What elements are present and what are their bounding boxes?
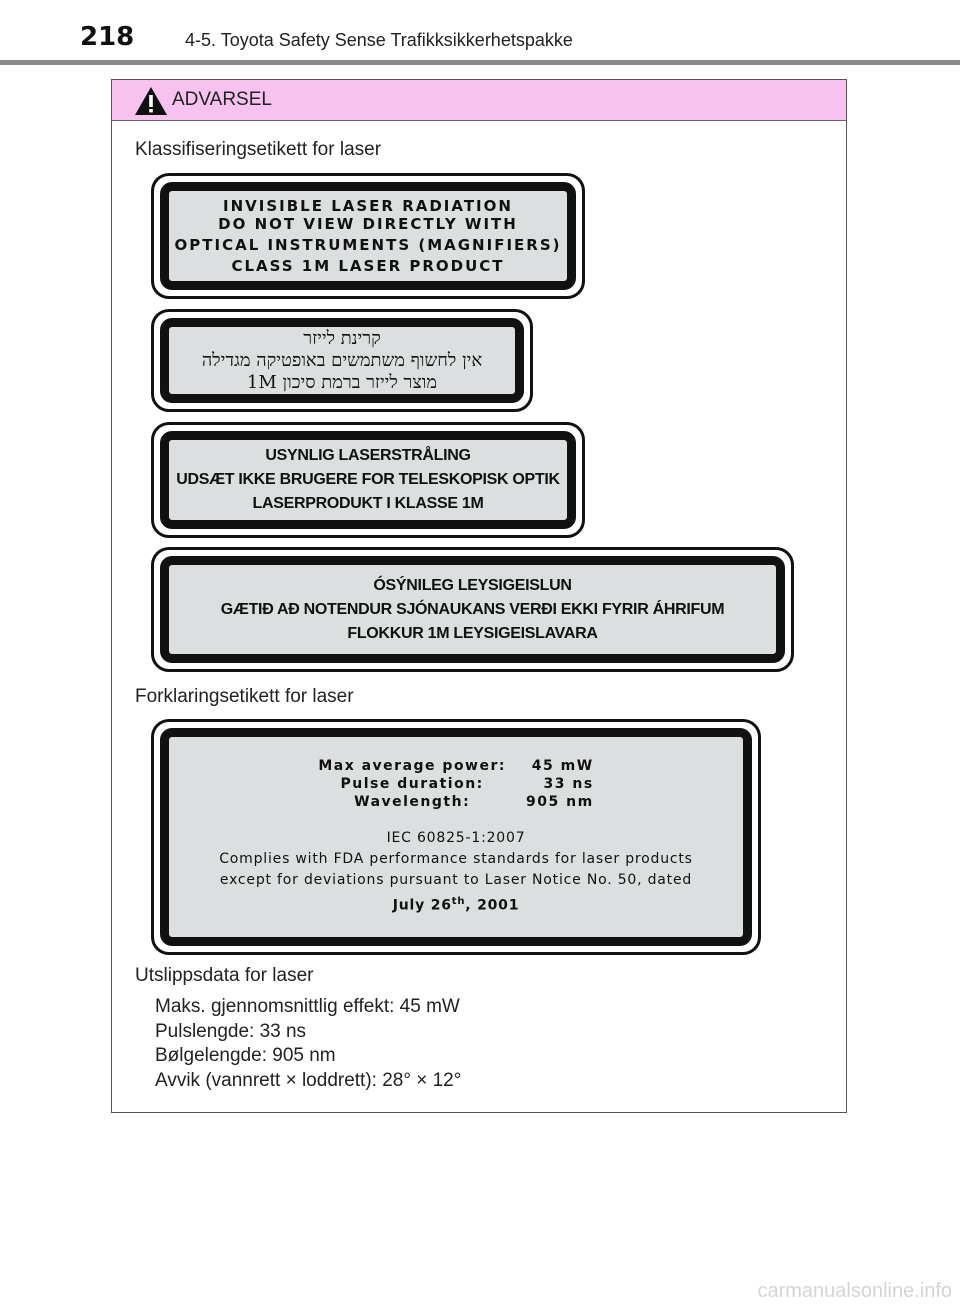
- spec-name: Pulse duration:: [340, 775, 484, 792]
- list-item: Bølgelengde: 905 nm: [155, 1045, 336, 1066]
- watermark: carmanualsonline.info: [757, 1280, 952, 1302]
- label-line: מוצר לייזר ברמת סיכון 1M: [246, 371, 438, 393]
- label-danish-inner: [160, 431, 576, 529]
- list-item: Maks. gjennomsnittlig effekt: 45 mW: [155, 996, 460, 1017]
- emission-heading: Utslippsdata for laser: [135, 965, 314, 986]
- spec-name: Max average power:: [318, 757, 506, 774]
- spec-value: 905 nm: [526, 793, 594, 810]
- label-hebrew-inner: [160, 318, 524, 403]
- classification-heading: Klassifiseringsetikett for laser: [135, 139, 382, 160]
- spec-value: 45 mW: [531, 757, 594, 774]
- warning-triangle-icon: [134, 86, 168, 116]
- date-suffix: , 2001: [465, 897, 520, 914]
- label-line: USYNLIG LASERSTRÅLING: [265, 447, 471, 464]
- label-english-inner: [160, 182, 576, 290]
- laser-label-icelandic: [151, 547, 794, 672]
- label-line: אין לחשוף משתמשים באופטיקה מגדילה: [201, 349, 483, 371]
- label-explanation-inner: [160, 728, 752, 946]
- laser-label-hebrew: [151, 309, 533, 412]
- page-number: 218: [80, 22, 135, 52]
- laser-label-danish: [151, 422, 585, 538]
- explanation-heading: Forklaringsetikett for laser: [135, 686, 354, 707]
- compliance-line: Complies with FDA performance standards for laser products: [219, 850, 693, 867]
- header-rule: [0, 60, 960, 65]
- spec-value: 33 ns: [543, 775, 594, 792]
- label-line: UDSÆT IKKE BRUGERE FOR TELESKOPISK OPTIK: [176, 471, 560, 488]
- list-item: Pulslengde: 33 ns: [155, 1020, 307, 1042]
- laser-label-explanation: [151, 719, 761, 955]
- list-item: Avvik (vannrett × loddrett): 28° × 12°: [155, 1069, 462, 1091]
- date-prefix: July 26: [392, 897, 452, 914]
- label-line: DO NOT VIEW DIRECTLY WITH: [218, 214, 518, 233]
- laser-label-english: [151, 173, 585, 299]
- standard-line: IEC 60825-1:2007: [386, 829, 526, 846]
- label-line: ÓSÝNILEG LEYSIGEISLUN: [373, 576, 572, 594]
- label-line: CLASS 1M LASER PRODUCT: [231, 256, 505, 275]
- label-line: FLOKKUR 1M LEYSIGEISLAVARA: [347, 624, 598, 642]
- chapter-title: 4-5. Toyota Safety Sense Trafikksikkerhetspakke: [185, 30, 573, 50]
- label-line: קרינת לייזר: [303, 327, 381, 349]
- spec-grid: [318, 758, 593, 810]
- label-line: OPTICAL INSTRUMENTS (MAGNIFIERS): [174, 235, 562, 254]
- notice-date: [393, 891, 520, 917]
- spec-name: Wavelength:: [354, 793, 471, 810]
- label-line: GÆTIÐ AÐ NOTENDUR SJÓNAUKANS VERÐI EKKI FYRIR ÁHRIFUM: [220, 600, 725, 618]
- warning-title: ADVARSEL: [172, 89, 272, 110]
- date-sup: th: [451, 895, 466, 907]
- label-line: INVISIBLE LASER RADIATION: [223, 196, 513, 215]
- emission-data-list: [155, 995, 461, 1093]
- label-line: LASERPRODUKT I KLASSE 1M: [252, 495, 484, 512]
- warning-header: [112, 80, 846, 121]
- compliance-line: except for deviations pursuant to Laser Notice No. 50, dated: [219, 871, 693, 888]
- label-icelandic-inner: [160, 556, 785, 663]
